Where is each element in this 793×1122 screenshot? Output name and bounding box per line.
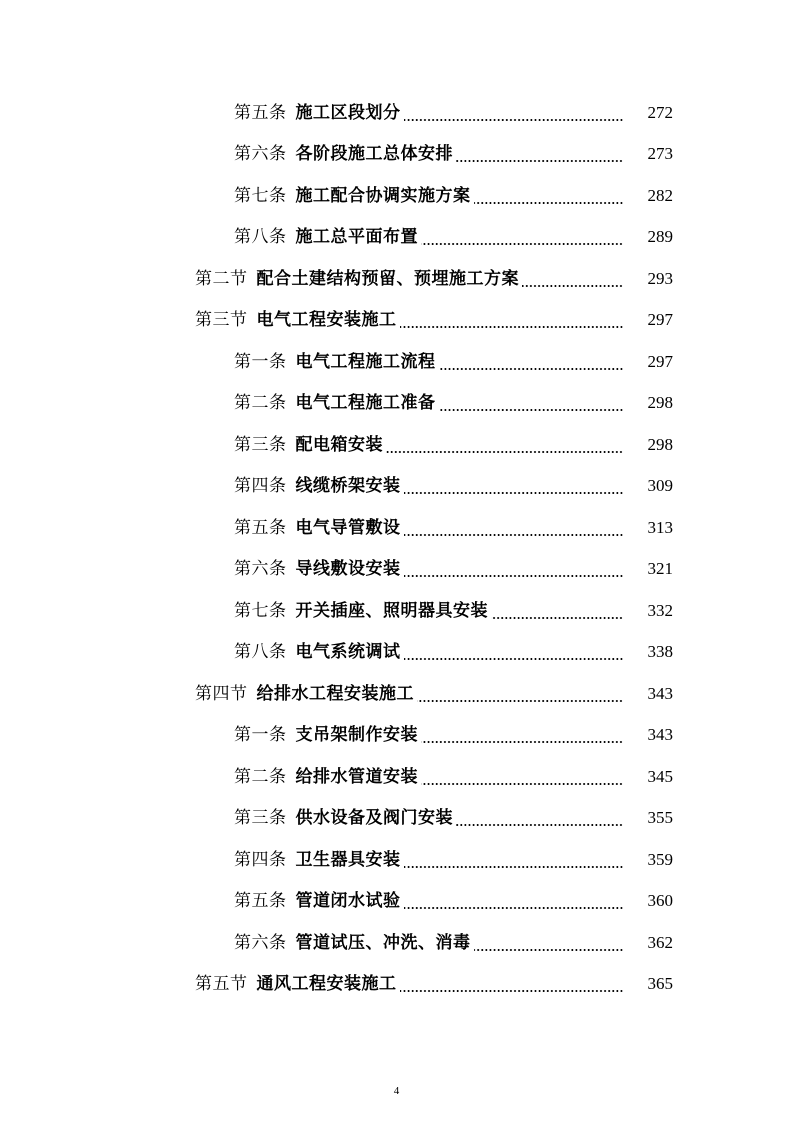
toc-dot-leader xyxy=(400,990,624,992)
toc-article-entry[interactable] xyxy=(0,839,793,881)
toc-entry-page: 360 xyxy=(647,891,673,911)
toc-entry-page: 338 xyxy=(647,642,673,662)
toc-entry-page: 313 xyxy=(647,517,673,537)
toc-entry-title: 配电箱安装 xyxy=(295,434,383,455)
toc-entry-page: 359 xyxy=(647,849,673,869)
toc-dot-leader xyxy=(456,824,623,826)
toc-dot-leader xyxy=(439,409,624,411)
toc-entry-number: 第三条 xyxy=(234,808,287,829)
toc-entry-title: 通风工程安装施工 xyxy=(256,974,397,995)
toc-entry-title: 电气导管敷设 xyxy=(295,517,401,538)
toc-entry-number: 第五条 xyxy=(234,891,287,912)
toc-dot-leader xyxy=(404,534,624,536)
toc-entry-number: 第一条 xyxy=(234,351,287,372)
toc-article-entry[interactable] xyxy=(0,715,793,757)
toc-article-entry[interactable] xyxy=(0,175,793,217)
toc-entry-title: 管道闭水试验 xyxy=(295,891,401,912)
toc-article-entry[interactable] xyxy=(0,466,793,508)
toc-article-entry[interactable] xyxy=(0,590,793,632)
toc-dot-leader xyxy=(400,326,624,328)
toc-entry-number: 第八条 xyxy=(234,227,287,248)
toc-entry-number: 第五条 xyxy=(234,517,287,538)
toc-entry-title: 开关插座、照明器具安装 xyxy=(295,600,488,621)
toc-entry-number: 第八条 xyxy=(234,642,287,663)
toc-entry-page: 293 xyxy=(647,268,673,288)
toc-entry-number: 第四节 xyxy=(195,683,248,704)
toc-entry-title: 支吊架制作安装 xyxy=(295,725,418,746)
toc-entry-page: 343 xyxy=(647,725,673,745)
toc-dot-leader xyxy=(474,202,624,204)
toc-entry-page: 355 xyxy=(647,808,673,828)
toc-dot-leader xyxy=(404,866,624,868)
toc-entry-number: 第六条 xyxy=(234,559,287,580)
toc-article-entry[interactable] xyxy=(0,922,793,964)
toc-entry-page: 309 xyxy=(647,476,673,496)
page-number: 4 xyxy=(393,1085,400,1097)
toc-entry-page: 362 xyxy=(647,932,673,952)
toc-entry-number: 第五条 xyxy=(234,102,287,123)
toc-entry-number: 第一条 xyxy=(234,725,287,746)
toc-entry-page: 332 xyxy=(647,600,673,620)
toc-article-entry[interactable] xyxy=(0,341,793,383)
toc-entry-page: 297 xyxy=(647,351,673,371)
toc-article-entry[interactable] xyxy=(0,383,793,425)
toc-dot-leader xyxy=(417,700,623,702)
toc-entry-number: 第三节 xyxy=(195,310,248,331)
toc-article-entry[interactable] xyxy=(0,881,793,923)
toc-dot-leader xyxy=(456,160,623,162)
toc-entry-title: 各阶段施工总体安排 xyxy=(295,144,453,165)
toc-dot-leader xyxy=(404,492,624,494)
toc-entry-number: 第二节 xyxy=(195,268,248,289)
toc-entry-title: 电气工程施工流程 xyxy=(295,351,436,372)
toc-section-entry[interactable] xyxy=(0,673,793,715)
toc-entry-title: 给排水管道安装 xyxy=(295,766,418,787)
toc-article-entry[interactable] xyxy=(0,632,793,674)
toc-article-entry[interactable] xyxy=(0,217,793,259)
toc-entry-title: 线缆桥架安装 xyxy=(295,476,401,497)
toc-dot-leader xyxy=(421,243,623,245)
toc-article-entry[interactable] xyxy=(0,424,793,466)
toc-entry-page: 298 xyxy=(647,434,673,454)
toc-article-entry[interactable] xyxy=(0,549,793,591)
toc-entry-page: 365 xyxy=(647,974,673,994)
toc-dot-leader xyxy=(404,119,624,121)
toc-entry-title: 施工区段划分 xyxy=(295,102,401,123)
table-of-contents xyxy=(0,92,793,1005)
toc-entry-number: 第三条 xyxy=(234,434,287,455)
toc-entry-title: 电气系统调试 xyxy=(295,642,401,663)
toc-entry-title: 供水设备及阀门安装 xyxy=(295,808,453,829)
toc-entry-number: 第四条 xyxy=(234,476,287,497)
toc-dot-leader xyxy=(404,575,624,577)
toc-entry-title: 导线敷设安装 xyxy=(295,559,401,580)
toc-entry-page: 289 xyxy=(647,227,673,247)
toc-dot-leader xyxy=(404,658,624,660)
toc-entry-number: 第五节 xyxy=(195,974,248,995)
toc-article-entry[interactable] xyxy=(0,507,793,549)
toc-entry-page: 272 xyxy=(647,102,673,122)
toc-entry-number: 第七条 xyxy=(234,600,287,621)
toc-entry-page: 321 xyxy=(647,559,673,579)
toc-entry-page: 345 xyxy=(647,766,673,786)
toc-article-entry[interactable] xyxy=(0,756,793,798)
toc-section-entry[interactable] xyxy=(0,964,793,1006)
toc-entry-page: 273 xyxy=(647,144,673,164)
toc-entry-title: 给排水工程安装施工 xyxy=(256,683,414,704)
toc-entry-title: 电气工程施工准备 xyxy=(295,393,436,414)
toc-entry-number: 第二条 xyxy=(234,766,287,787)
toc-entry-title: 卫生器具安装 xyxy=(295,849,401,870)
toc-dot-leader xyxy=(421,741,623,743)
toc-dot-leader xyxy=(386,451,623,453)
toc-entry-title: 配合土建结构预留、预埋施工方案 xyxy=(256,268,519,289)
toc-entry-number: 第六条 xyxy=(234,144,287,165)
toc-dot-leader xyxy=(474,949,624,951)
toc-entry-page: 298 xyxy=(647,393,673,413)
toc-entry-title: 电气工程安装施工 xyxy=(256,310,397,331)
toc-entry-page: 343 xyxy=(647,683,673,703)
toc-dot-leader xyxy=(491,617,623,619)
toc-entry-number: 第二条 xyxy=(234,393,287,414)
toc-entry-page: 297 xyxy=(647,310,673,330)
toc-article-entry[interactable] xyxy=(0,134,793,176)
toc-entry-title: 施工配合协调实施方案 xyxy=(295,185,471,206)
toc-dot-leader xyxy=(421,783,623,785)
toc-entry-number: 第七条 xyxy=(234,185,287,206)
toc-dot-leader xyxy=(404,907,624,909)
toc-entry-number: 第六条 xyxy=(234,932,287,953)
toc-dot-leader xyxy=(439,368,624,370)
toc-entry-title: 管道试压、冲洗、消毒 xyxy=(295,932,471,953)
toc-entry-page: 282 xyxy=(647,185,673,205)
toc-article-entry[interactable] xyxy=(0,798,793,840)
toc-section-entry[interactable] xyxy=(0,258,793,300)
toc-section-entry[interactable] xyxy=(0,300,793,342)
toc-entry-number: 第四条 xyxy=(234,849,287,870)
toc-article-entry[interactable] xyxy=(0,92,793,134)
toc-entry-title: 施工总平面布置 xyxy=(295,227,418,248)
toc-dot-leader xyxy=(522,285,623,287)
